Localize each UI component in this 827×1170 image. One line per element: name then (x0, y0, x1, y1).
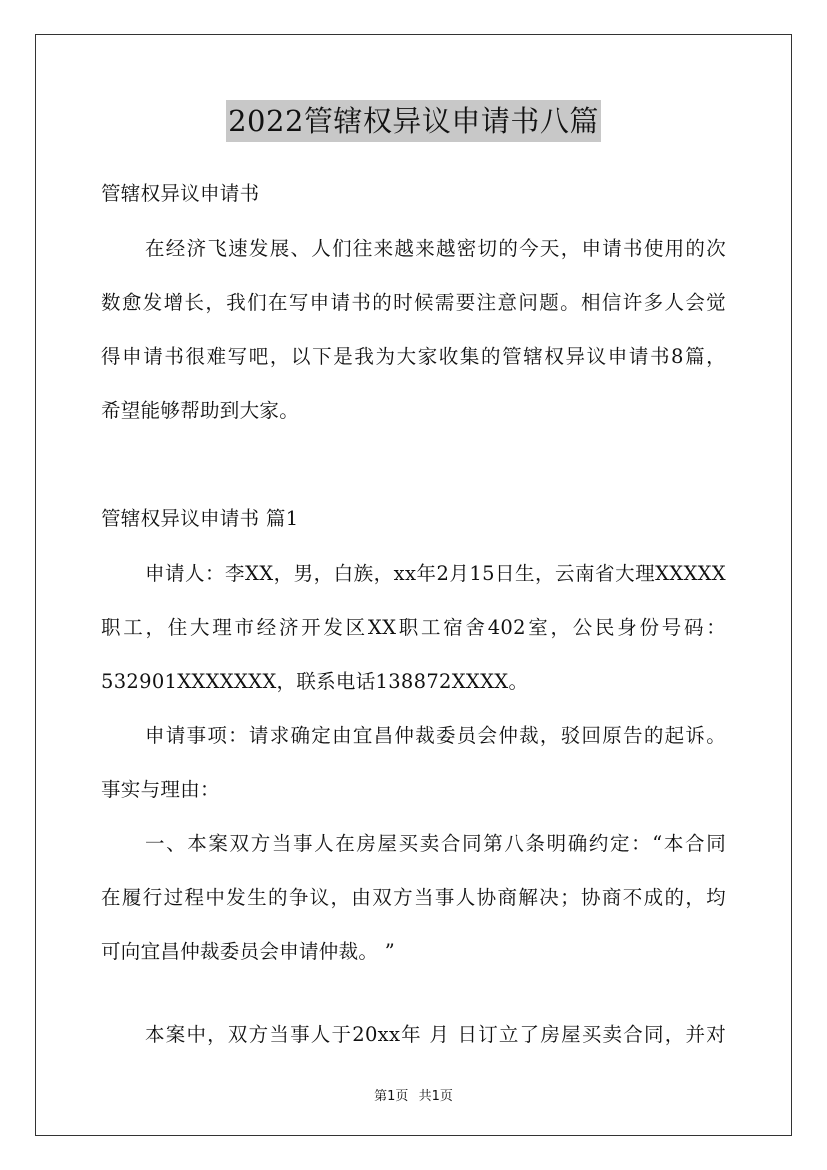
page-total: 共1页 (418, 1089, 453, 1104)
paragraph-line: 在经济飞速发展、人们往来越来越密切的今天，申请书使用的次 (145, 237, 726, 260)
section-heading: 管辖权异议申请书 篇1 (101, 507, 299, 530)
page-number: 第1页 (374, 1089, 409, 1104)
paragraph-line: 可向宜昌仲裁委员会申请仲裁。 ” (101, 940, 395, 963)
document-title: 2022管辖权异议申请书八篇 (226, 100, 601, 142)
paragraph-line: 得申请书很难写吧，以下是我为大家收集的管辖权异议申请书8篇， (101, 345, 726, 368)
paragraph-line: 532901XXXXXXX，联系电话138872XXXX。 (101, 670, 529, 693)
paragraph-line: 数愈发增长，我们在写申请书的时候需要注意问题。相信许多人会觉 (101, 291, 726, 314)
paragraph-line: 一、本案双方当事人在房屋买卖合同第八条明确约定：“本合同 (145, 832, 726, 855)
paragraph-line: 本案中，双方当事人于20xx年 月 日订立了房屋买卖合同，并对 (145, 1023, 726, 1046)
title-container (0, 100, 827, 142)
paragraph-line: 申请事项：请求确定由宜昌仲裁委员会仲裁，驳回原告的起诉。 (145, 724, 726, 747)
paragraph-line: 申请人：李XX，男，白族，xx年2月15日生，云南省大理XXXXX (145, 562, 726, 585)
paragraph-line: 希望能够帮助到大家。 (101, 399, 300, 422)
paragraph-line: 职工，住大理市经济开发区XX职工宿舍402室，公民身份号码： (101, 616, 726, 639)
paragraph-line: 事实与理由： (101, 778, 220, 801)
section-heading: 管辖权异议申请书 (101, 182, 260, 205)
page-footer (0, 1085, 827, 1104)
paragraph-line: 在履行过程中发生的争议，由双方当事人协商解决；协商不成的，均 (101, 886, 726, 909)
